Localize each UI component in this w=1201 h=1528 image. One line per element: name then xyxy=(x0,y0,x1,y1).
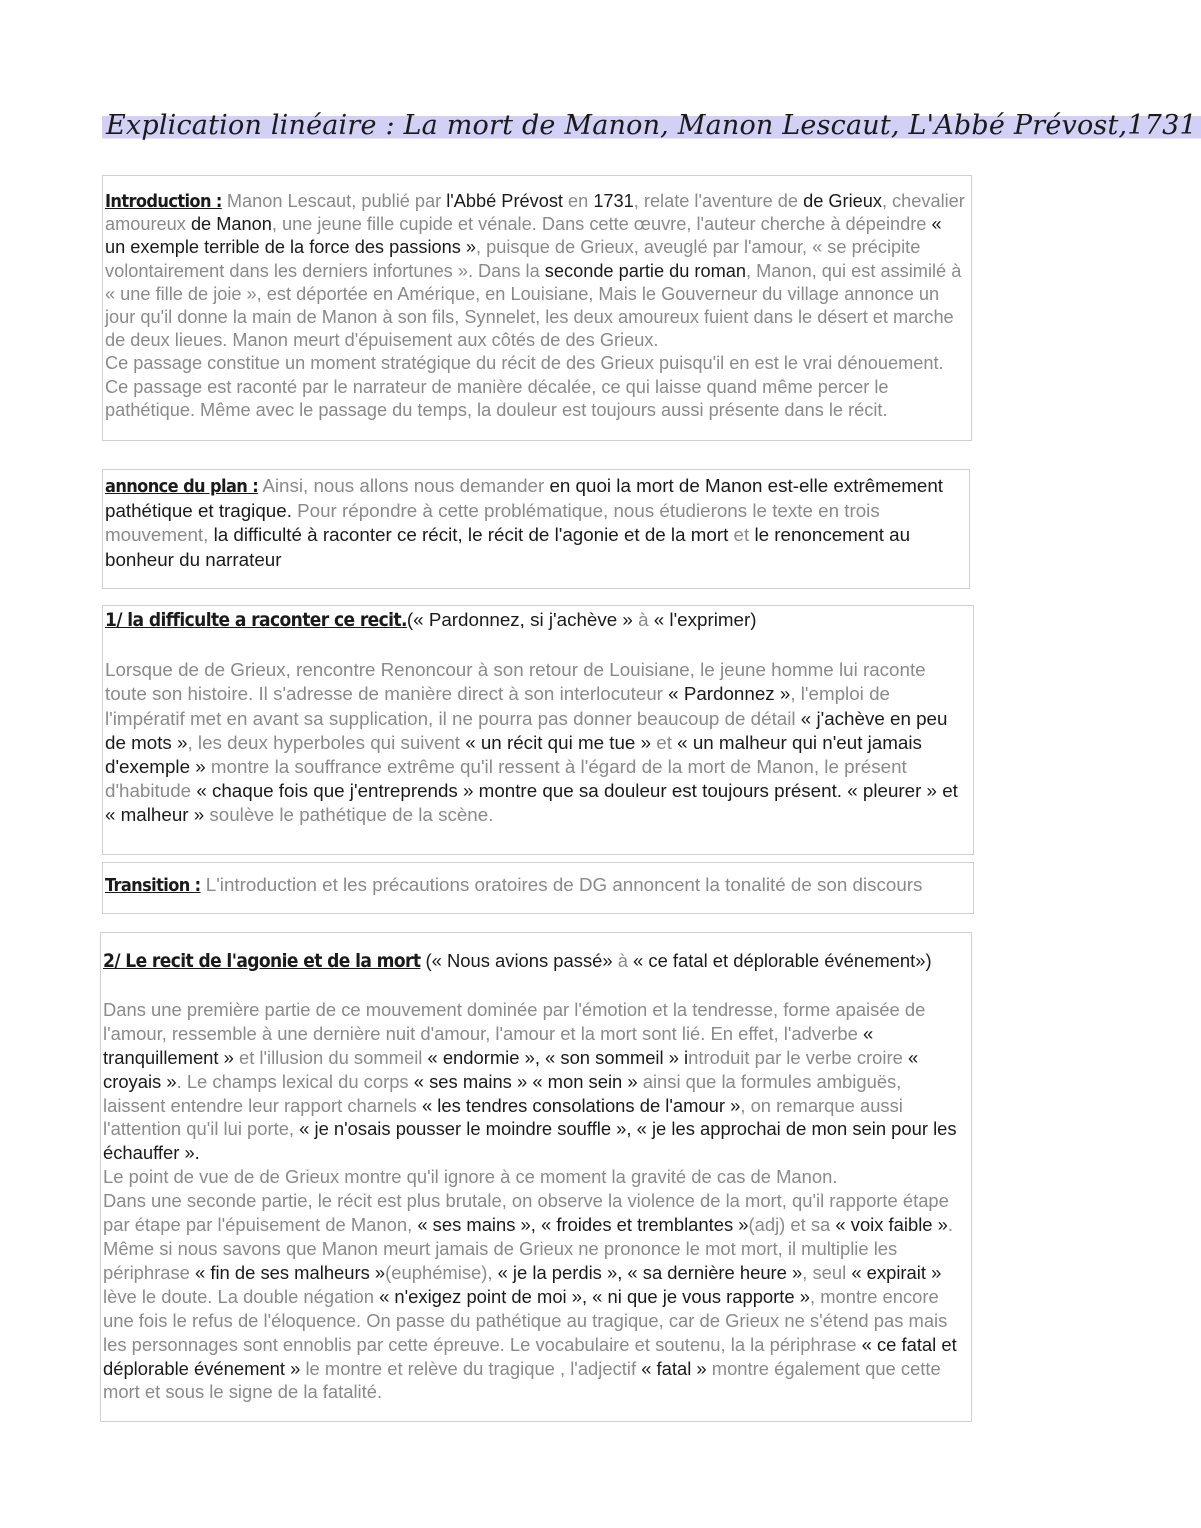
key-quote: de Grieux xyxy=(803,191,882,211)
intro-paragraph-2: Ce passage constitue un moment stratégique du récit de des Grieux puisqu'il en est le vrai dénouement. xyxy=(105,353,944,374)
key-quote: « j'achève en peu de mots » xyxy=(105,707,948,753)
part2-range-start: (« Nous avions passé» xyxy=(420,950,613,971)
body-text: (adj) et sa xyxy=(748,1214,836,1236)
body-text: le montre et relève du tragique , l'adjectif xyxy=(300,1357,642,1379)
body-text: et xyxy=(651,731,678,753)
part1-range-start: (« Pardonnez, si j'achève » xyxy=(406,609,633,630)
key-quote: « je n'osais pousser le moindre souffle », « je les approchai de mon sein pour les échauffer ». xyxy=(103,1118,957,1164)
body-text: , les deux hyperboles qui suivent xyxy=(187,731,466,753)
body-text: (euphémise), xyxy=(385,1261,498,1283)
key-quote: « ses mains » « mon sein » xyxy=(413,1070,638,1092)
part1-range-separator: à xyxy=(632,609,654,630)
transition-section xyxy=(102,862,974,914)
plan-heading: annonce du plan : xyxy=(105,476,259,497)
body-text: . Même si nous savons que Manon meurt jamais de Grieux ne prononce le mot mort, il multiplie les périphrase xyxy=(103,1214,953,1283)
body-text: Pour répondre à cette problématique, nous étudierons le texte en trois mouvement, xyxy=(105,500,880,546)
key-quote: « ce fatal et déplorable événement » xyxy=(103,1333,957,1379)
key-quote: « un malheur qui n'eut jamais d'exemple » xyxy=(105,731,922,778)
body-text: , relate l'aventure de xyxy=(633,191,804,211)
key-quote: « un récit qui me tue » xyxy=(465,731,652,753)
body-text: , montre encore une fois le refus de l'éloquence. On passe du pathétique au tragique, car de Grieux ne s'étend pas mais les personnages sont ennoblis par cette épreuve. Le vocabulaire et soutenu, la la périphrase xyxy=(103,1285,948,1355)
part1-header-line xyxy=(105,608,967,632)
plan-section xyxy=(102,469,970,589)
plan-paragraph xyxy=(105,474,963,572)
key-quote: « ses mains », « froides et tremblantes » xyxy=(417,1214,749,1236)
body-text: , on remarque aussi l'attention qu'il lui porte, xyxy=(103,1094,903,1140)
key-quote: « les tendres consolations de l'amour » xyxy=(421,1094,741,1116)
body-text: en xyxy=(562,191,594,211)
body-text: et l'illusion du sommeil xyxy=(233,1046,428,1068)
intro-paragraph-3: Ce passage est raconté par le narrateur de manière décalée, ce qui laisse quand même percer le pathétique. Même avec le passage du temps, la douleur est toujours aussi présente dans le récit. xyxy=(105,376,889,420)
part2-paragraph-1 xyxy=(103,998,965,1165)
key-quote: 1731 xyxy=(593,191,634,211)
part2-paragraph-2: Le point de vue de de Grieux montre qu'il ignore à ce moment la gravité de cas de Manon. xyxy=(103,1166,838,1188)
part1-paragraph xyxy=(105,658,967,827)
introduction-section xyxy=(102,175,972,441)
body-text: , une jeune fille cupide et vénale. Dans cette œuvre, l'auteur cherche à dépeindre xyxy=(271,214,932,235)
body-text: Ainsi, nous allons nous demander xyxy=(262,475,550,496)
key-quote: « endormie », « son sommeil » i xyxy=(427,1046,689,1068)
part2-heading: 2/ Le recit de l'agonie et de la mort xyxy=(103,950,421,972)
part1-section xyxy=(102,605,974,855)
key-quote: « tranquillement » xyxy=(103,1022,874,1068)
body-text: . Le champs lexical du corps xyxy=(176,1070,414,1092)
key-quote: de Manon xyxy=(190,214,272,235)
part2-section xyxy=(100,932,972,1422)
key-quote: seconde partie du roman xyxy=(544,260,746,281)
intro-paragraph xyxy=(105,190,965,352)
key-quote: « chaque fois que j'entreprends » montre que sa douleur est toujours présent. « pleurer » et « malheur » xyxy=(105,780,958,826)
key-quote: « je la perdis », « sa dernière heure » xyxy=(497,1261,803,1283)
body-text: montre également que cette mort et sous le signe de la fatalité. xyxy=(103,1357,941,1403)
key-quote: « fin de ses malheurs » xyxy=(195,1261,386,1283)
body-text: , l'emploi de l'impératif met en avant sa supplication, il ne pourra pas donner beaucoup de détail xyxy=(105,683,890,729)
body-text: , puisque de Grieux, aveuglé par l'amour, « se précipite volontairement dans les derniers infortunes ». Dans la xyxy=(105,237,921,281)
key-quote: en quoi la mort de Manon est-elle extrêmement pathétique et tragique. xyxy=(105,475,944,522)
key-quote: « voix faible » xyxy=(835,1214,948,1236)
body-text: Dans une première partie de ce mouvement dominée par l'émotion et la tendresse, forme apaisée de l'amour, ressemble à une dernière nuit d'amour, l'amour et la mort sont lié. En effet, l'adverbe xyxy=(103,998,926,1044)
part1-heading: 1/ la difficulte a raconter ce recit. xyxy=(105,609,407,631)
body-text: soulève le pathétique de la scène. xyxy=(204,804,494,826)
key-quote: « expirait » xyxy=(851,1261,942,1283)
key-quote: « fatal » xyxy=(641,1357,707,1379)
key-quote: « n'exigez point de moi », « ni que je vous rapporte » xyxy=(379,1285,810,1307)
part2-paragraph-3 xyxy=(103,1189,965,1404)
body-text: , Manon, qui est assimilé à « une fille de joie », est déportée en Amérique, en Louisiane, Mais le Gouverneur du village annonce un jour qu'il donne la main de Manon à son fils, Synnelet, les deux amoureux fuient dans le désert et marche de deux lieues. Manon meurt d'épuisement aux côtés de des Grieux. xyxy=(105,260,962,351)
body-text: , chevalier amoureux xyxy=(105,191,965,235)
body-text: montre la souffrance extrême qu'il ressent à l'égard de la mort de Manon, le présent d'habitude xyxy=(105,756,907,802)
key-quote: « Pardonnez » xyxy=(668,683,791,705)
body-text: Dans une seconde partie, le récit est plus brutale, on observe la violence de la mort, qu'il rapporte étape par étape par l'épuisement de Manon, xyxy=(103,1190,949,1236)
transition-text: L'introduction et les précautions oratoires de DG annoncent la tonalité de son discours xyxy=(200,874,923,895)
transition-heading: Transition : xyxy=(105,875,201,896)
transition-line xyxy=(105,873,967,897)
body-text: Lorsque de de Grieux, rencontre Renoncour à son retour de Louisiane, le jeune homme lui raconte toute son histoire. Il s'adresse de manière direct à son interlocuteur xyxy=(105,659,926,705)
key-quote: « croyais » xyxy=(103,1046,919,1092)
key-quote: le renoncement au bonheur du narrateur xyxy=(105,524,911,570)
body-text: , seul xyxy=(802,1261,852,1283)
part2-header-line xyxy=(103,949,965,974)
part1-range-end: « l'exprimer) xyxy=(653,609,757,630)
key-quote: l'Abbé Prévost xyxy=(446,191,563,211)
body-text: et xyxy=(728,524,755,546)
page-title: Explication linéaire : La mort de Manon, Manon Lescaut, L'Abbé Prévost,1731 xyxy=(102,110,1201,141)
body-text: lève le doute. La double négation xyxy=(103,1285,380,1307)
key-quote: « un exemple terrible de la force des passions » xyxy=(105,214,942,258)
part2-range-separator: à xyxy=(612,950,634,971)
body-text: ainsi que la formules ambiguës, laissent entendre leur rapport charnels xyxy=(103,1070,902,1116)
body-text: Manon Lescaut, publié par xyxy=(226,191,447,211)
intro-heading: Introduction : xyxy=(105,191,222,212)
body-text: ntroduit par le verbe croire xyxy=(688,1046,908,1068)
part2-range-end: « ce fatal et déplorable événement») xyxy=(633,950,932,971)
key-quote: la difficulté à raconter ce récit, le récit de l'agonie et de la mort xyxy=(213,524,729,546)
